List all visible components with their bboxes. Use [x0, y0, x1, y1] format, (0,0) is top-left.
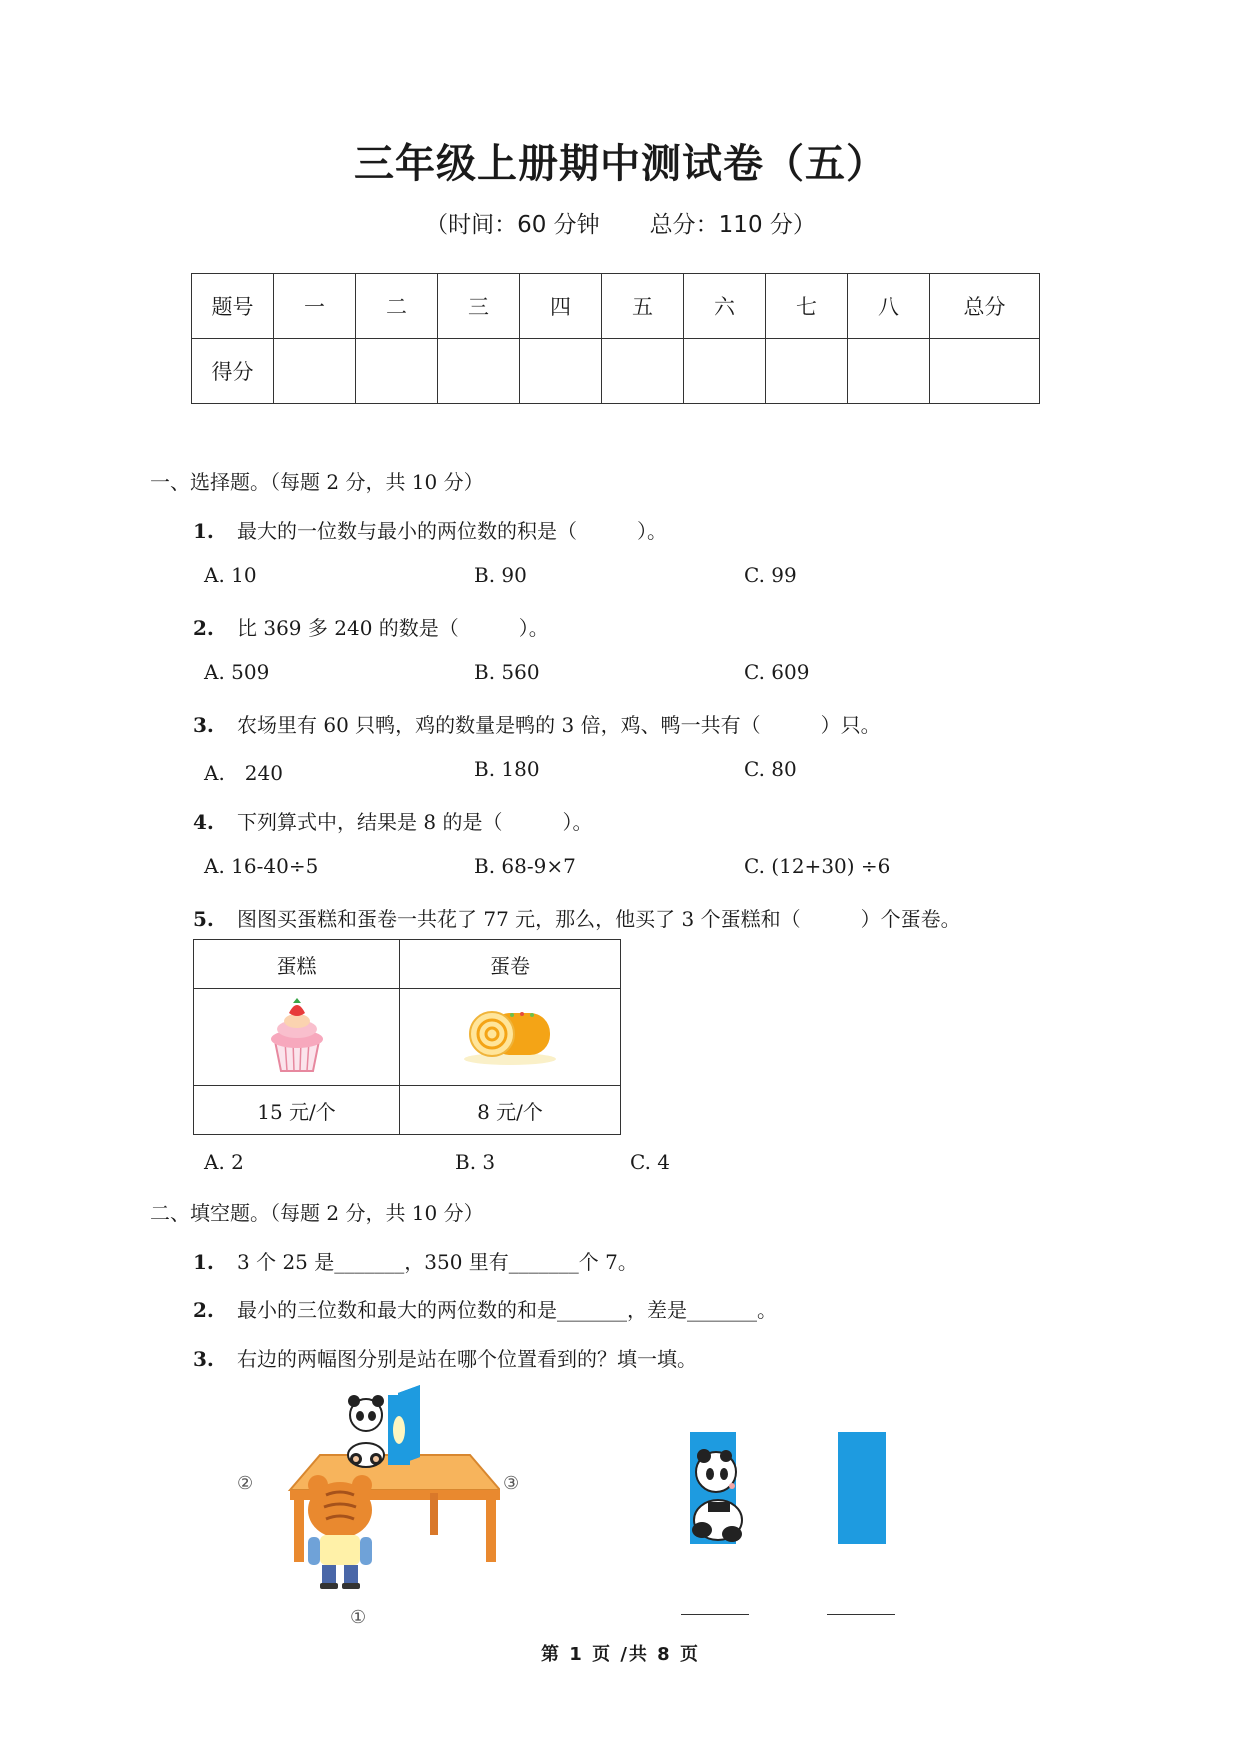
position-2-label: ②	[237, 1473, 254, 1494]
score-cell[interactable]	[356, 339, 438, 404]
question-number: 1.	[193, 519, 214, 543]
roll-price: 8 元/个	[400, 1086, 621, 1135]
page-title: 三年级上册期中测试卷（五）	[354, 141, 887, 187]
question-number: 1.	[193, 1250, 214, 1274]
score-header-cell: 七	[766, 274, 848, 339]
cake-roll-icon	[460, 1003, 560, 1067]
roll-image-cell	[400, 989, 621, 1086]
score-cell[interactable]	[520, 339, 602, 404]
option-b[interactable]: B. 90	[474, 563, 527, 587]
question-number: 2.	[193, 1298, 214, 1322]
score-header-cell: 二	[356, 274, 438, 339]
option-c[interactable]: C. (12+30) ÷6	[744, 854, 891, 878]
question-1-5	[193, 903, 961, 932]
scene-illustration	[280, 1385, 500, 1605]
option-b[interactable]: B. 68-9×7	[474, 854, 576, 878]
cupcake-image-cell	[194, 989, 400, 1086]
position-1-label: ①	[350, 1607, 367, 1628]
question-text: 比 369 多 240 的数是（ ）。	[237, 616, 549, 640]
section-1-title: 一、选择题。（每题 2 分，共 10 分）	[150, 470, 484, 494]
question-text[interactable]: 3 个 25 是_______，350 里有_______个 7。	[237, 1250, 638, 1274]
goods-table	[193, 939, 621, 1135]
option-a[interactable]: A. 509	[204, 660, 270, 684]
score-header-cell: 一	[274, 274, 356, 339]
score-header-cell: 三	[438, 274, 520, 339]
score-cell[interactable]	[274, 339, 356, 404]
question-text[interactable]: 最小的三位数和最大的两位数的和是_______，差是_______。	[237, 1298, 777, 1322]
option-c[interactable]: C. 4	[630, 1150, 671, 1174]
option-a[interactable]: A. 10	[204, 563, 257, 587]
option-a[interactable]: A. 240	[204, 761, 283, 785]
question-1-1	[193, 515, 667, 544]
score-cell[interactable]	[930, 339, 1040, 404]
question-2-2	[193, 1294, 777, 1323]
score-header-cell: 题号	[192, 274, 274, 339]
option-b[interactable]: B. 3	[455, 1150, 496, 1174]
position-3-label: ③	[503, 1473, 520, 1494]
answer-blank-2[interactable]	[827, 1614, 895, 1615]
question-1-4	[193, 806, 592, 835]
cupcake-icon	[265, 995, 329, 1075]
question-2-1	[193, 1246, 638, 1275]
option-a[interactable]: A. 2	[204, 1150, 244, 1174]
option-c[interactable]: C. 99	[744, 563, 797, 587]
question-text: 下列算式中，结果是 8 的是（ ）。	[237, 810, 593, 834]
answer-blank-1[interactable]	[681, 1614, 749, 1615]
time-label: （时间：60 分钟	[425, 212, 600, 238]
question-number: 3.	[193, 713, 214, 737]
score-label: 总分：110 分）	[649, 212, 816, 238]
option-a[interactable]: A. 16-40÷5	[204, 854, 319, 878]
score-table-header-row	[192, 274, 1040, 339]
option-c[interactable]: C. 609	[744, 660, 810, 684]
score-header-cell: 四	[520, 274, 602, 339]
question-1-3	[193, 709, 881, 738]
question-number: 5.	[193, 907, 214, 931]
cake-price: 15 元/个	[194, 1086, 400, 1135]
question-number: 2.	[193, 616, 214, 640]
score-table-score-row	[192, 339, 1040, 404]
score-header-cell: 六	[684, 274, 766, 339]
view-blue-box	[830, 1430, 890, 1550]
score-header-cell: 总分	[930, 274, 1040, 339]
score-cell[interactable]	[684, 339, 766, 404]
score-header-cell: 五	[602, 274, 684, 339]
score-table	[191, 273, 1040, 404]
question-text: 最大的一位数与最小的两位数的积是（ ）。	[237, 519, 667, 543]
exam-info	[0, 206, 1241, 239]
score-row-label: 得分	[192, 339, 274, 404]
score-cell[interactable]	[438, 339, 520, 404]
score-cell[interactable]	[766, 339, 848, 404]
question-text: 图图买蛋糕和蛋卷一共花了 77 元，那么，他买了 3 个蛋糕和（ ）个蛋卷。	[237, 907, 961, 931]
question-1-2	[193, 612, 549, 641]
score-header-cell: 八	[848, 274, 930, 339]
question-text: 右边的两幅图分别是站在哪个位置看到的？填一填。	[237, 1347, 697, 1371]
question-2-3	[193, 1343, 697, 1372]
page-footer: 第 1 页 /共 8 页	[541, 1644, 700, 1665]
option-c[interactable]: C. 80	[744, 757, 797, 781]
goods-header-cake: 蛋糕	[194, 940, 400, 989]
score-cell[interactable]	[602, 339, 684, 404]
score-cell[interactable]	[848, 339, 930, 404]
question-number: 3.	[193, 1347, 214, 1371]
goods-header-roll: 蛋卷	[400, 940, 621, 989]
section-2-title: 二、填空题。（每题 2 分，共 10 分）	[150, 1201, 484, 1225]
option-b[interactable]: B. 560	[474, 660, 540, 684]
view-panda-front-box	[680, 1430, 760, 1550]
option-b[interactable]: B. 180	[474, 757, 540, 781]
question-number: 4.	[193, 810, 214, 834]
question-text: 农场里有 60 只鸭，鸡的数量是鸭的 3 倍，鸡、鸭一共有（ ）只。	[237, 713, 881, 737]
